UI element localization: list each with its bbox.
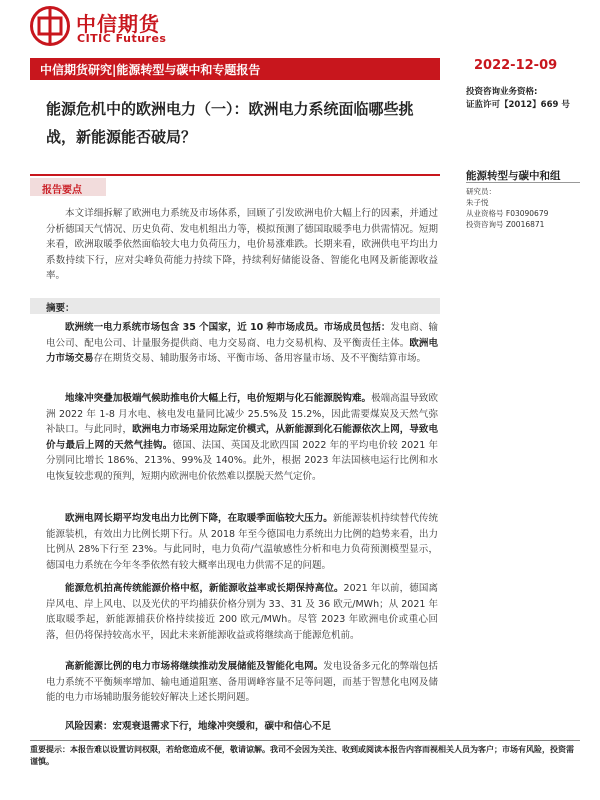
paragraph-lead: 能源危机拍高传统能源价格中枢，新能源收益率或长期保持高位。: [65, 583, 344, 594]
paragraph-body: 德国、法国、英国及北欧四国 2022 年的平均电价较 2021 年分别同比增长 186%、213%、99%及 140%。此外，根据 2023 年法国核电运行比例和水电恢复较悲观的预判，短期内欧洲电价依然难以摆脱天然气定价。: [46, 439, 438, 482]
analyst-line: 研究员：: [466, 187, 496, 196]
paragraph-lead: 风险因素：宏观衰退需求下行，地缘冲突缓和，碳中和信心不足: [65, 721, 332, 732]
analyst-line: 朱子悦: [466, 198, 489, 207]
abstract-paragraph: [46, 581, 438, 643]
abstract-paragraph: [46, 320, 438, 367]
report-date: 2022-12-09: [474, 58, 558, 73]
summary-top-rule: [30, 174, 440, 176]
footer-divider: [30, 740, 580, 741]
paragraph-body: 存在期货交易、辅助服务市场、平衡市场、备用容量市场、及不平衡结算市场。: [93, 353, 427, 364]
paragraph-body: 发电设备多元化的弊端包括电力系统不平衡频率增加、输电通道阻塞、备用调峰容量不足等问题，而基于智慧化电网及储能的电力市场辅助服务能较好解决上述长期问题。: [46, 661, 438, 703]
license-line: 证监许可【2012】669 号: [466, 100, 570, 110]
qualification-line: 投资咨询业务资格:: [466, 87, 538, 97]
paragraph-lead: 欧洲电力市场采用边际定价模式，从新能源到化石能源依次上网，导致电价与最后上网的天然气挂钩。: [46, 424, 438, 451]
paragraph-body: 极端高温导致欧洲 2022 年 1-8 月水电、核电发电量同比减少 25.5%及 15.2%，因此需要煤炭及天然气弥补缺口。与此同时，: [46, 393, 438, 435]
abstract-paragraph: [46, 391, 438, 484]
summary-tag-text: 报告要点: [42, 185, 82, 196]
sidebar-divider: [466, 182, 580, 183]
report-title: 能源危机中的欧洲电力（一）：欧洲电力系统面临哪些挑战，新能源能否破局？: [46, 100, 414, 146]
citic-logo-icon: [30, 6, 70, 46]
paragraph-lead: 欧洲统一电力系统市场包含 35 个国家，近 10 种市场成员。市场成员包括：: [65, 322, 391, 333]
banner-text: 中信期货研究|能源转型与碳中和专题报告: [40, 63, 261, 77]
paragraph-body: 2021 年以前，德国离岸风电、岸上风电、以及光伏的平均捕获价格分别为 33、31 及 36 欧元/MWh；从 2021 年底取暖季起，新能源捕获价格持续接近 200 欧元/MWh。尽管 2023 年欧洲电价或重心回落，但仍将保持较高水平，因此未来新能源收益或将继续高于能源危机前。: [46, 583, 438, 641]
paragraph-lead: 欧洲电网长期平均发电出力比例下降，在取暖季面临较大压力。: [65, 513, 333, 524]
citic-futures-logo: [30, 4, 190, 48]
report-series-banner: [30, 58, 440, 80]
research-group: 能源转型与碳中和组: [466, 170, 561, 182]
paragraph-lead: 高新能源比例的电力市场将继续推动发展储能及智能化电网。: [65, 661, 324, 672]
abstract-label: 摘要：: [46, 303, 75, 314]
logo-cn-text: 中信期货: [76, 12, 160, 36]
abstract-paragraph: [46, 511, 438, 573]
analyst-info: [466, 186, 548, 230]
abstract-paragraph: [46, 659, 438, 706]
paragraph-lead: 地缘冲突叠加极端气候助推电价大幅上行，电价短期与化石能源脱钩难。: [65, 393, 372, 404]
abstract-bar: [30, 298, 440, 314]
risk-factors: [46, 719, 438, 735]
logo-en-text: CITIC Futures: [77, 32, 167, 45]
paragraph-body: 发电商、输电公司、配电公司、计量服务提供商、电力交易商、电力交易机构、及平衡责任主体。: [46, 322, 438, 349]
qualification-info: [466, 86, 570, 112]
paragraph-lead: 欧洲电力市场交易: [46, 337, 438, 364]
analyst-line: 从业资格号 F03090679: [466, 209, 549, 218]
summary-text: 本文详细拆解了欧洲电力系统及市场体系，回顾了引发欧洲电价大幅上行的因素，并通过分析德国天气情况、历史负荷、发电机组出力等，模拟预测了德国取暖季电力供需情况。短期来看，欧洲取暖季依然面临较大电力负荷压力，电价易涨难跌。长期来看，欧洲供电平均出力系数持续下行，应对尖峰负荷能力持续下降，持续利好储能设备、智能化电网及新能源收益率。: [46, 208, 438, 281]
analyst-line: 投资咨询号 Z0016871: [466, 220, 545, 229]
disclaimer-footer: 重要提示：本报告难以设置访问权限，若给您造成不便，敬请谅解。我司不会因为关注、收到或阅读本报告内容而视相关人员为客户；市场有风险，投资需谨慎。: [30, 745, 574, 766]
paragraph-body: 新能源装机持续替代传统能源装机，有效出力比例长期下行。从 2018 年至今德国电力系统出力比例的趋势来看，出力比例从 28%下行至 23%。与此同时，电力负荷/气温敏感性分析和电力负荷预测模型显示，德国电力系统在今年冬季依然有较大概率出现电力供需不足的问题。: [46, 513, 438, 571]
summary-tag: [30, 178, 106, 196]
